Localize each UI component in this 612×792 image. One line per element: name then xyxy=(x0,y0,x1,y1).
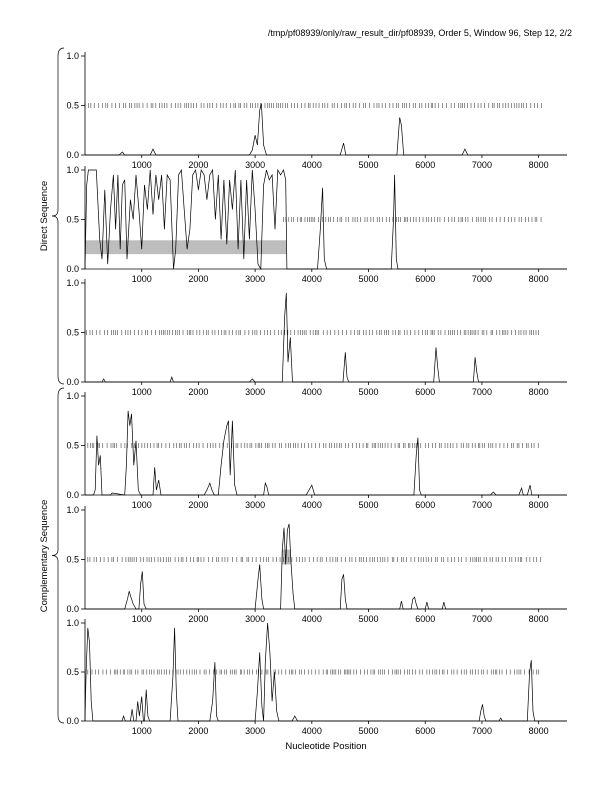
x-tick-label: 1000 xyxy=(131,500,152,510)
threshold-ticks xyxy=(85,330,539,335)
x-tick-label: 4000 xyxy=(301,500,322,510)
y-tick-label: 1.0 xyxy=(66,505,79,515)
y-tick-label: 0.0 xyxy=(66,490,79,500)
x-axis-title: Nucleotide Position xyxy=(285,741,367,752)
x-tick-label: 4000 xyxy=(301,160,322,170)
x-tick-label: 3000 xyxy=(245,726,266,736)
x-tick-label: 2000 xyxy=(188,274,209,284)
x-tick-label: 3000 xyxy=(245,387,266,397)
x-tick-label: 3000 xyxy=(245,614,266,624)
x-tick-label: 4000 xyxy=(301,274,322,284)
x-tick-label: 8000 xyxy=(528,387,549,397)
y-tick-label: 0.0 xyxy=(66,604,79,614)
x-tick-label: 2000 xyxy=(188,726,209,736)
x-tick-label: 8000 xyxy=(528,614,549,624)
x-tick-label: 6000 xyxy=(415,160,436,170)
series-line xyxy=(85,293,567,382)
x-tick-label: 7000 xyxy=(471,160,492,170)
panel-1 xyxy=(66,51,567,170)
x-tick-label: 5000 xyxy=(358,387,379,397)
y-tick-label: 0.5 xyxy=(66,327,79,338)
panel-6 xyxy=(66,618,567,736)
y-tick-label: 1.0 xyxy=(66,165,79,175)
threshold-ticks xyxy=(283,217,541,222)
threshold-ticks xyxy=(88,670,539,675)
x-tick-label: 8000 xyxy=(528,160,549,170)
x-tick-label: 5000 xyxy=(358,160,379,170)
group-bracket xyxy=(52,388,64,723)
x-tick-label: 5000 xyxy=(358,274,379,284)
panel-4 xyxy=(66,391,567,510)
y-tick-label: 0.0 xyxy=(66,377,79,387)
series-line xyxy=(85,104,567,156)
y-tick-label: 0.0 xyxy=(66,150,79,160)
x-tick-label: 5000 xyxy=(358,500,379,510)
x-tick-label: 6000 xyxy=(415,387,436,397)
x-tick-label: 2000 xyxy=(188,500,209,510)
x-tick-label: 4000 xyxy=(301,614,322,624)
x-tick-label: 3000 xyxy=(245,274,266,284)
y-tick-label: 1.0 xyxy=(66,618,79,628)
threshold-ticks xyxy=(88,557,541,562)
x-tick-label: 7000 xyxy=(471,614,492,624)
x-tick-label: 3000 xyxy=(245,500,266,510)
y-tick-label: 1.0 xyxy=(66,51,79,61)
group-bracket xyxy=(52,48,64,384)
x-tick-label: 2000 xyxy=(188,614,209,624)
x-tick-label: 6000 xyxy=(415,500,436,510)
direct-sequence-label: Direct Sequence xyxy=(39,180,50,252)
y-tick-label: 1.0 xyxy=(66,391,79,401)
y-tick-label: 0.5 xyxy=(66,667,79,677)
shaded-region xyxy=(85,240,286,254)
y-tick-label: 0.5 xyxy=(66,214,79,225)
x-tick-label: 2000 xyxy=(188,160,209,170)
chart-panels xyxy=(66,51,567,736)
x-tick-label: 7000 xyxy=(471,274,492,284)
x-tick-label: 5000 xyxy=(358,614,379,624)
panel-5 xyxy=(66,505,567,624)
x-tick-label: 1000 xyxy=(131,387,152,397)
x-tick-label: 8000 xyxy=(528,726,549,736)
y-tick-label: 1.0 xyxy=(66,278,79,288)
x-tick-label: 4000 xyxy=(301,387,322,397)
group-brackets xyxy=(52,48,64,723)
x-tick-label: 5000 xyxy=(358,726,379,736)
x-tick-label: 1000 xyxy=(131,614,152,624)
x-tick-label: 7000 xyxy=(471,500,492,510)
y-tick-label: 0.0 xyxy=(66,264,79,274)
panel-3 xyxy=(66,278,567,397)
y-tick-label: 0.5 xyxy=(66,100,79,111)
x-tick-label: 3000 xyxy=(245,160,266,170)
x-tick-label: 6000 xyxy=(415,274,436,284)
x-tick-label: 6000 xyxy=(415,614,436,624)
x-tick-label: 1000 xyxy=(131,160,152,170)
x-tick-label: 7000 xyxy=(471,726,492,736)
x-tick-label: 1000 xyxy=(131,726,152,736)
complementary-sequence-label: Complementary Sequence xyxy=(39,499,50,613)
y-tick-label: 0.5 xyxy=(66,440,79,451)
x-tick-label: 7000 xyxy=(471,387,492,397)
x-tick-label: 8000 xyxy=(528,500,549,510)
x-tick-label: 6000 xyxy=(415,726,436,736)
series-line xyxy=(85,524,567,609)
x-tick-label: 4000 xyxy=(301,726,322,736)
threshold-ticks xyxy=(85,103,541,108)
series-line xyxy=(85,411,567,495)
x-tick-label: 2000 xyxy=(188,387,209,397)
y-tick-label: 0.5 xyxy=(66,554,79,565)
threshold-ticks xyxy=(88,443,538,448)
x-tick-label: 8000 xyxy=(528,274,549,284)
y-tick-label: 0.0 xyxy=(66,716,79,726)
plot-header: /tmp/pf08939/only/raw_result_dir/pf08939, Order 5, Window 96, Step 12, 2/2 xyxy=(267,28,572,38)
x-tick-label: 1000 xyxy=(131,274,152,284)
panel-2 xyxy=(66,165,567,284)
